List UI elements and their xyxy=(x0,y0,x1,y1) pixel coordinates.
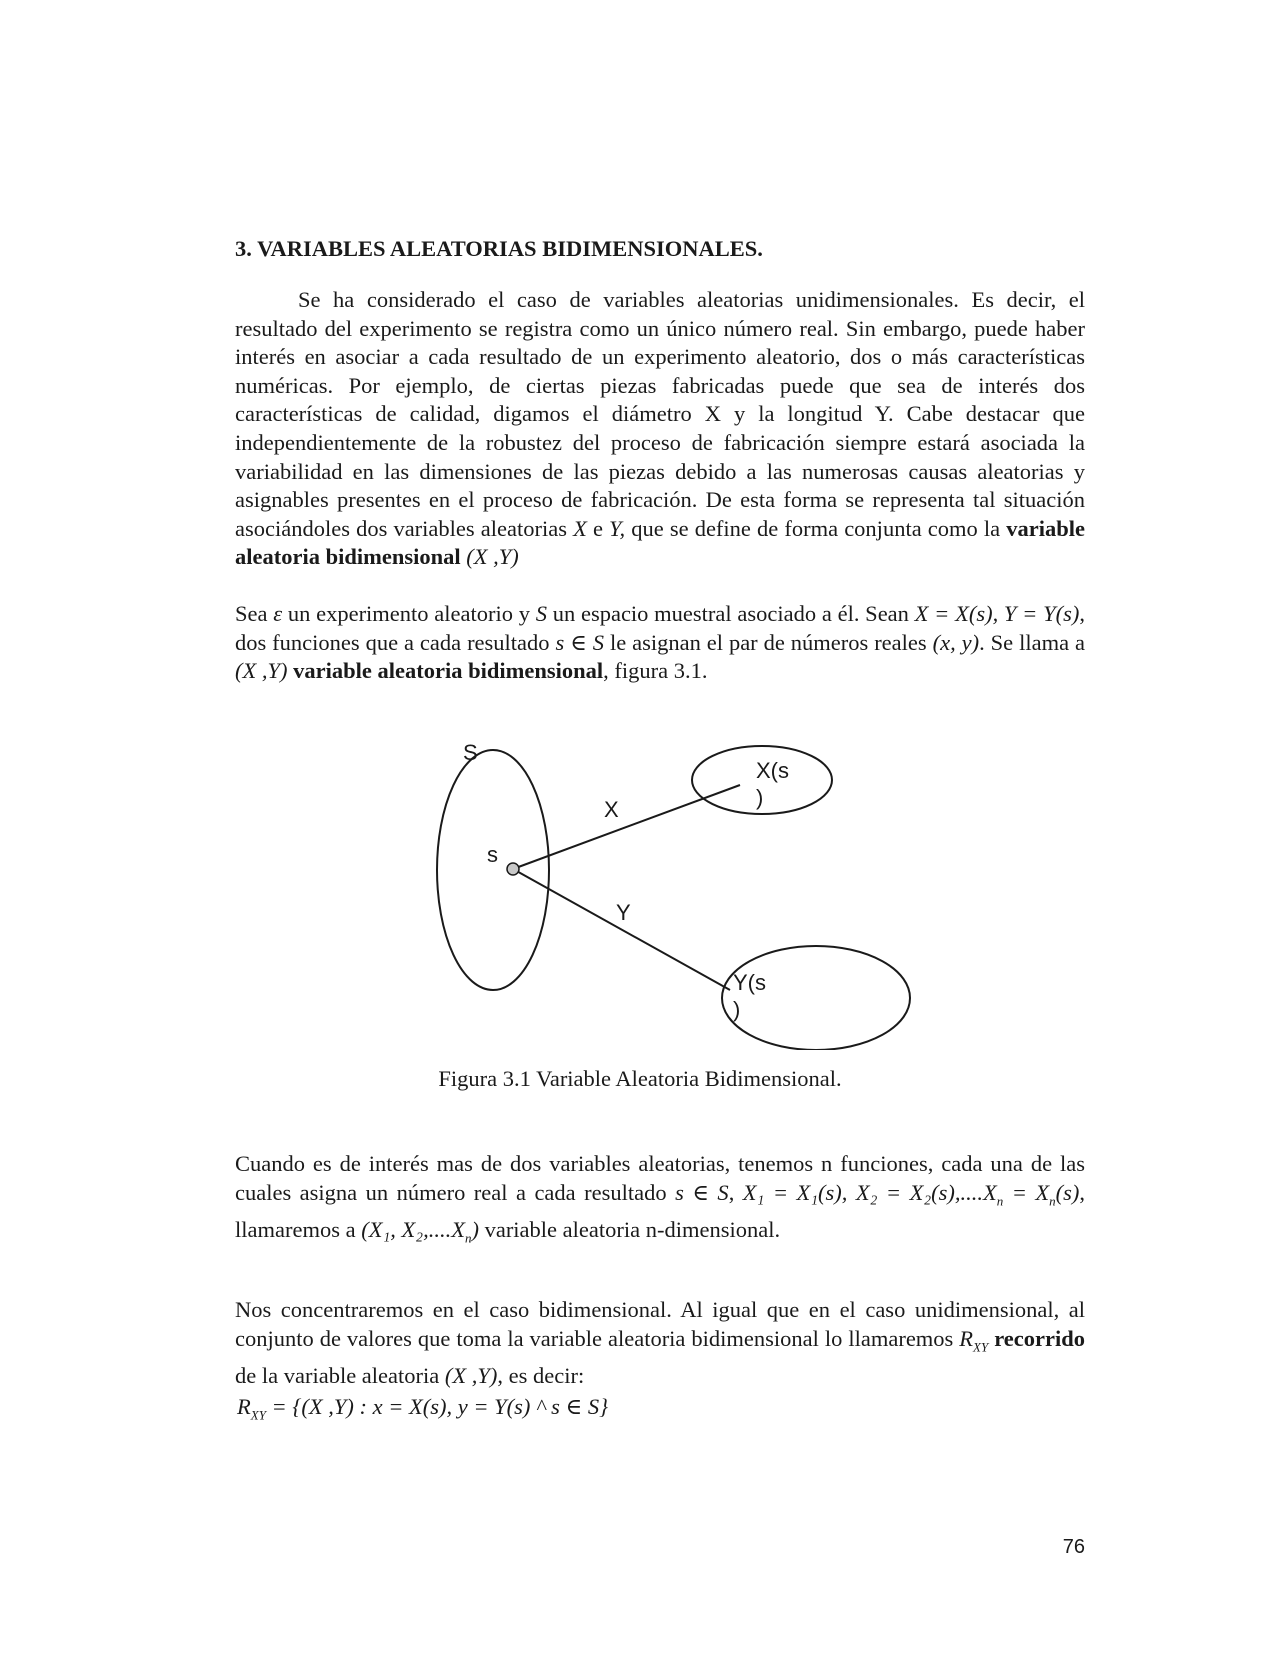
bold-term-2: variable aleatoria bidimensional xyxy=(287,658,604,684)
ndim-text-2: , xyxy=(728,1179,743,1205)
page-number: 76 xyxy=(1062,1536,1085,1558)
ndim-text-4: variable aleatoria n-dimensional. xyxy=(478,1216,781,1242)
conj-e: e xyxy=(586,515,610,541)
def-text-2: un experimento aleatorio y xyxy=(282,601,536,626)
var-y: Y, xyxy=(609,515,626,541)
figure-diagram xyxy=(0,730,1280,1050)
sub-n-1: n xyxy=(996,1193,1004,1209)
def-text-6: . Se llama a xyxy=(979,629,1085,655)
paragraph-intro xyxy=(235,286,1085,572)
figure-caption: Figura 3.1 Variable Aleatoria Bidimensional. xyxy=(438,1066,842,1091)
label-xs-1: X(s xyxy=(756,758,789,783)
sub-n-3: n xyxy=(464,1230,472,1246)
y-mapping-line xyxy=(513,869,730,990)
bold-recorrido: recorrido xyxy=(988,1325,1085,1351)
formula-R: R xyxy=(237,1394,251,1419)
x-mapping-line xyxy=(513,785,740,869)
y-range-ellipse xyxy=(722,946,910,1050)
section-heading: 3. VARIABLES ALEATORIAS BIDIMENSIONALES. xyxy=(235,236,763,261)
range-symbol: R xyxy=(959,1325,974,1351)
pair-xy: (x, y) xyxy=(932,629,980,655)
range-subscript: XY xyxy=(973,1339,989,1355)
pair-XY-3: (X ,Y) xyxy=(444,1362,498,1388)
n-functions-a: X₁ = X₁(s), X₂ = X₂(s),....X xyxy=(742,1179,997,1205)
label-X: X xyxy=(604,797,619,822)
epsilon-symbol: ε xyxy=(273,601,283,626)
range-text-1: Nos concentraremos en el caso bidimensional. Al igual que en el caso unidimensional, al conjunto de valores que toma la variable aleatoria bidimensional lo llamaremos xyxy=(235,1297,1085,1351)
n-tuple: (X₁, X₂,....X xyxy=(361,1216,465,1242)
bold-term: variable aleatoria bidimensional xyxy=(235,515,1085,570)
intro-text: Se ha considerado el caso de variables aleatorias unidimensionales. Es decir, el resultado del experimento se registra como un único número real. Sin embargo, puede haber interés en asociar a cada resultado de un experimento aleatorio, dos o más características numéricas. Por ejemplo, de ciertas piezas fabricadas puede que sea de interés dos características de calidad, digamos el diámetro X y la longitud Y. Cabe destacar que independientemente de la robustez del proceso de fabricación siempre estará asociada la variabilidad en las dimensiones de las piezas debido a las numerosas causas aleatorias y asignables presentes en el proceso de fabricación. De esta forma se representa tal situación asociándoles dos variables aleatorias xyxy=(235,287,1085,541)
sample-space-symbol: S xyxy=(535,601,547,626)
def-text-5: le asignan el par de números reales xyxy=(604,629,933,655)
function-definitions: X = X(s), Y = Y(s) xyxy=(914,601,1080,626)
var-x: X xyxy=(573,515,587,541)
formula-sub: XY xyxy=(250,1407,266,1423)
ndim-text-3: , llamaremos a xyxy=(235,1179,1086,1242)
intro-text-2: que se define de forma conjunta como la xyxy=(625,515,1007,541)
n-tuple-end: ) xyxy=(471,1216,479,1242)
sample-point xyxy=(507,863,519,875)
label-s: s xyxy=(487,842,498,867)
sub-n-2: n xyxy=(1049,1193,1056,1209)
sample-space-ellipse xyxy=(437,750,549,990)
range-text-2: de la variable aleatoria xyxy=(235,1362,445,1388)
s-in-S-2: s ∈ S xyxy=(675,1179,729,1205)
pair-XY-2: (X ,Y) xyxy=(235,658,288,684)
n-functions-b: = X xyxy=(1003,1179,1050,1205)
label-S: S xyxy=(463,740,478,765)
label-xs-2: ) xyxy=(756,785,764,810)
range-text-3: , es decir: xyxy=(497,1362,585,1388)
s-in-S: s ∈ S xyxy=(555,629,605,655)
formula-body: = {(X ,Y) : x = X(s), y = Y(s) ^ s ∈ S} xyxy=(265,1394,609,1419)
def-text-7: , figura 3.1. xyxy=(603,658,708,684)
paragraph-ndim xyxy=(235,1150,1085,1253)
def-text-4: , dos funciones que a cada resultado xyxy=(235,601,1085,655)
ndim-text-1: Cuando es de interés mas de dos variables aleatorias, tenemos n funciones, cada una de las cuales asigna un número real a cada resultado xyxy=(235,1151,1085,1205)
label-ys-1: Y(s xyxy=(733,970,766,995)
pair-XY: (X ,Y) xyxy=(460,544,519,570)
def-text-1: Sea xyxy=(235,601,274,626)
label-ys-2: ) xyxy=(733,997,741,1022)
paragraph-range xyxy=(235,1296,1085,1390)
def-text-3: un espacio muestral asociado a él. Sean xyxy=(546,601,915,626)
range-formula xyxy=(237,1394,608,1424)
paragraph-definition xyxy=(235,600,1085,686)
n-functions-c: (s) xyxy=(1055,1179,1080,1205)
label-Y: Y xyxy=(616,900,631,925)
